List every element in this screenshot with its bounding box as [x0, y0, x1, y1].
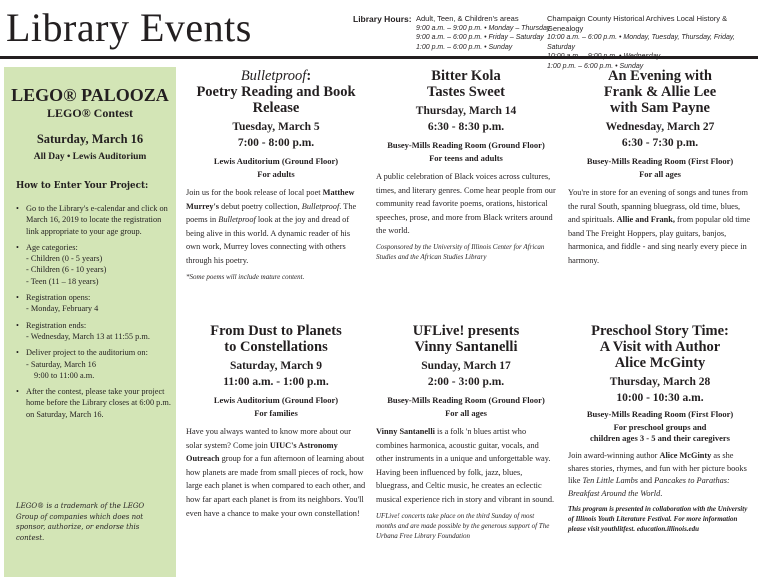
lego-sidebar	[4, 67, 176, 577]
event-note: This program is presented in collaboration with the University of Illinois Youth Literature Festival. For more information please visit youthlitfest. education.illinois.edu	[568, 505, 748, 534]
deliver-date: - Saturday, March 16	[26, 359, 172, 370]
event-time: 7:00 - 8:00 p.m.	[237, 137, 315, 149]
event-location: Lewis Auditorium (Ground Floor)	[213, 156, 339, 166]
event-title: Bitter Kola	[431, 68, 501, 84]
event-description	[376, 425, 556, 507]
event-description	[568, 450, 752, 500]
howto-list	[16, 203, 172, 425]
age-category: - Teen (11 – 18 years)	[26, 276, 172, 287]
desc-bold: Alice McGinty	[659, 451, 712, 460]
deliver-time: 9:00 to 11:00 a.m.	[34, 370, 95, 380]
event-audience: children ages 3 - 5 and their caregivers	[589, 433, 730, 443]
desc-text: debut poetry collection,	[221, 201, 300, 211]
hours-archives-line: 10:00 a.m. – 6:00 p.m. • Monday, Tuesday, Thursday, Friday, Saturday	[547, 34, 735, 51]
event-note: Cosponsored by the University of Illinois Center for African Studies and the African Studies Library	[376, 242, 545, 261]
desc-text: Join us for the book release of local poet	[186, 188, 321, 197]
event-time: 6:30 - 7:30 p.m.	[621, 137, 699, 149]
event-audience: For teens and adults	[429, 153, 503, 163]
desc-text: group for a fun afternoon of learning about how planets are made from small pieces of rock, how large each planet is when compared to each other, and how far apart each planet is from its neighbors. You'll even have a chance to make your own constellation!	[186, 454, 366, 518]
hours-main-line: 1:00 p.m. – 6:00 p.m. • Sunday	[416, 43, 513, 51]
event-description	[186, 425, 366, 520]
hours-main-heading: Adult, Teen, & Children's areas	[416, 14, 519, 23]
sidebar-date: Saturday, March 16	[36, 132, 144, 146]
event-audience: For all ages	[445, 408, 487, 418]
event-location: Busey-Mills Reading Room (First Floor)	[586, 409, 734, 419]
event-location: Busey-Mills Reading Room (Ground Floor)	[387, 395, 545, 405]
sidebar-when-where: All Day • Lewis Auditorium	[33, 152, 147, 162]
desc-text: You're in store for an evening of songs and tunes from the rural South, spanning bluegrass, old time, blues, and spirituals.	[568, 188, 748, 225]
desc-bold: UIUC's Astronomy Outreach	[186, 440, 338, 464]
event-title: A Visit with Author	[599, 339, 721, 355]
header-rule	[0, 56, 758, 59]
list-item: • After the contest, please take your project home before the Library closes at 6:00 p.m. on Saturday, March 16.	[16, 386, 172, 420]
event-bulletproof	[186, 68, 366, 282]
event-title: Alice McGinty	[614, 355, 706, 371]
age-category: - Children (6 - 10 years)	[26, 264, 172, 275]
list-item-label: • Registration opens:	[26, 293, 91, 303]
event-date: Saturday, March 9	[229, 360, 323, 372]
list-item: • Go to the Library's e-calendar and click on March 16, 2019 to locate the registration link appropriate to your age group.	[16, 203, 172, 237]
event-subtitle: Poetry Reading and Book Release	[196, 84, 356, 116]
event-evening-frank-allie	[568, 68, 752, 268]
event-title-colon: :	[306, 68, 312, 84]
desc-text: and	[640, 476, 653, 486]
event-date: Sunday, March 17	[421, 360, 511, 372]
event-title: with Sam Payne	[610, 100, 710, 116]
event-title: Tastes Sweet	[426, 84, 505, 100]
event-location: Lewis Auditorium (Ground Floor)	[213, 395, 339, 405]
event-audience: For all ages	[639, 169, 681, 179]
hours-archives	[547, 14, 755, 71]
event-title: to Constellations	[224, 339, 328, 355]
registration-open-date: - Monday, February 4	[26, 303, 172, 314]
event-note: UFLive! concerts take place on the third Sunday of most months and are made possible by the generous support of The Urbana Free Library Foundation	[376, 511, 550, 540]
event-preschool-story-time	[568, 323, 752, 534]
desc-text: is a folk 'n blues artist who combines harmonica, acoustic guitar, vocals, and other instruments in a unique and unforgettable way. Having been influenced by folk, jazz, blues, bluegrass, and Celtic music, he creates an eclectic musical experience rich in story and vibrant in sound.	[376, 427, 555, 504]
page-title: Library Events	[6, 5, 252, 50]
desc-bold: Vinny Santanelli	[376, 427, 435, 436]
hours-main-line: 9:00 a.m. – 6:00 p.m. • Friday – Saturday	[416, 34, 544, 41]
hours-archives-line: 1:00 p.m. – 6:00 p.m. • Sunday	[547, 62, 644, 70]
event-uflive	[376, 323, 556, 541]
event-title: Vinny Santanelli	[414, 339, 518, 355]
event-date: Tuesday, March 5	[232, 121, 320, 133]
hours-archives-heading: Champaign County Historical Archives Local History & Genealogy	[547, 14, 728, 33]
event-description: A public celebration of Black voices across cultures, times, and literary genres. Come hear people from our community read favorite poems, orations, historical speeches, prose, and more from Black writers around the world.	[376, 172, 556, 236]
event-time: 2:00 - 3:00 p.m.	[427, 376, 505, 388]
list-item-label: • Age categories:	[26, 242, 78, 252]
desc-text: Join award-winning author	[568, 451, 658, 460]
desc-text: from popular old time band The Freight Hoppers, play guitars, banjos, harmonica, and fiddle - and sing nearly every piece in harmony.	[568, 215, 751, 265]
hours-label: Library Hours:	[353, 14, 412, 24]
desc-text: .	[660, 488, 663, 498]
event-time: 6:30 - 8:30 p.m.	[427, 121, 505, 133]
event-description	[186, 186, 366, 268]
list-item	[16, 242, 172, 287]
list-item	[16, 292, 172, 315]
trademark-note: LEGO® is a trademark of the LEGO Group of companies which does not sponsor, authorize, or endorse this contest.	[16, 502, 145, 542]
event-bitter-kola	[376, 68, 556, 262]
event-dust-to-planets	[186, 323, 366, 520]
event-date: Wednesday, March 27	[605, 121, 715, 133]
event-time: 11:00 a.m. - 1:00 p.m.	[223, 376, 329, 388]
event-title: UFLive! presents	[412, 323, 520, 339]
hours-main-line: 9:00 a.m. – 9:00 p.m. • Monday – Thursday	[416, 24, 551, 32]
event-title: Preschool Story Time:	[591, 323, 729, 339]
event-description	[568, 186, 752, 268]
list-item-label: • Deliver project to the auditorium on:	[26, 348, 148, 358]
desc-text: look at the joy and dread of being alive in this world. A dynamic reader of his own work, Murrey loves connecting with others through his poetry.	[186, 215, 351, 265]
desc-italic: Bulletproof	[301, 201, 340, 211]
sidebar-title: LEGO® PALOOZA	[11, 85, 169, 105]
page-header	[0, 0, 758, 70]
desc-italic: Ten Little Lambs	[582, 476, 639, 486]
event-date: Thursday, March 14	[415, 105, 517, 117]
event-audience: For preschool groups and	[613, 422, 707, 432]
list-item	[16, 347, 172, 381]
event-title	[186, 68, 366, 84]
event-note: *Some poems will include mature content.	[186, 272, 305, 281]
list-item-label: • Registration ends:	[26, 320, 87, 330]
desc-text: . The poems in	[186, 201, 357, 225]
sidebar-subtitle: LEGO® Contest	[47, 106, 133, 120]
desc-text: Have you always wanted to know more about our solar system? Come join	[186, 427, 351, 450]
list-item	[16, 320, 172, 343]
event-audience: For families	[254, 408, 298, 418]
hours-main	[416, 14, 550, 52]
event-date: Thursday, March 28	[609, 376, 711, 388]
event-title: An Evening with	[608, 68, 712, 84]
event-audience: For adults	[257, 169, 295, 179]
desc-bold: Allie and Frank,	[616, 215, 675, 225]
event-time: 10:00 - 10:30 a.m.	[616, 392, 704, 404]
event-location: Busey-Mills Reading Room (Ground Floor)	[387, 140, 545, 150]
desc-text: as she shares stories, rhymes, and fun with her picture books like	[568, 451, 747, 486]
event-title: From Dust to Planets	[210, 323, 342, 339]
howto-heading: How to Enter Your Project:	[16, 181, 149, 191]
event-title: Frank & Allie Lee	[603, 84, 717, 100]
desc-italic: Pancakes to Parathas: Breakfast Around the World	[568, 476, 730, 498]
registration-end-date: - Wednesday, March 13 at 11:55 p.m.	[26, 331, 172, 342]
event-location: Busey-Mills Reading Room (First Floor)	[586, 156, 734, 166]
desc-bold: Matthew Murrey's	[186, 188, 355, 211]
event-title-italic: Bulletproof	[240, 68, 307, 84]
desc-italic: Bulletproof	[218, 215, 256, 225]
age-category: - Children (0 - 5 years)	[26, 253, 172, 264]
